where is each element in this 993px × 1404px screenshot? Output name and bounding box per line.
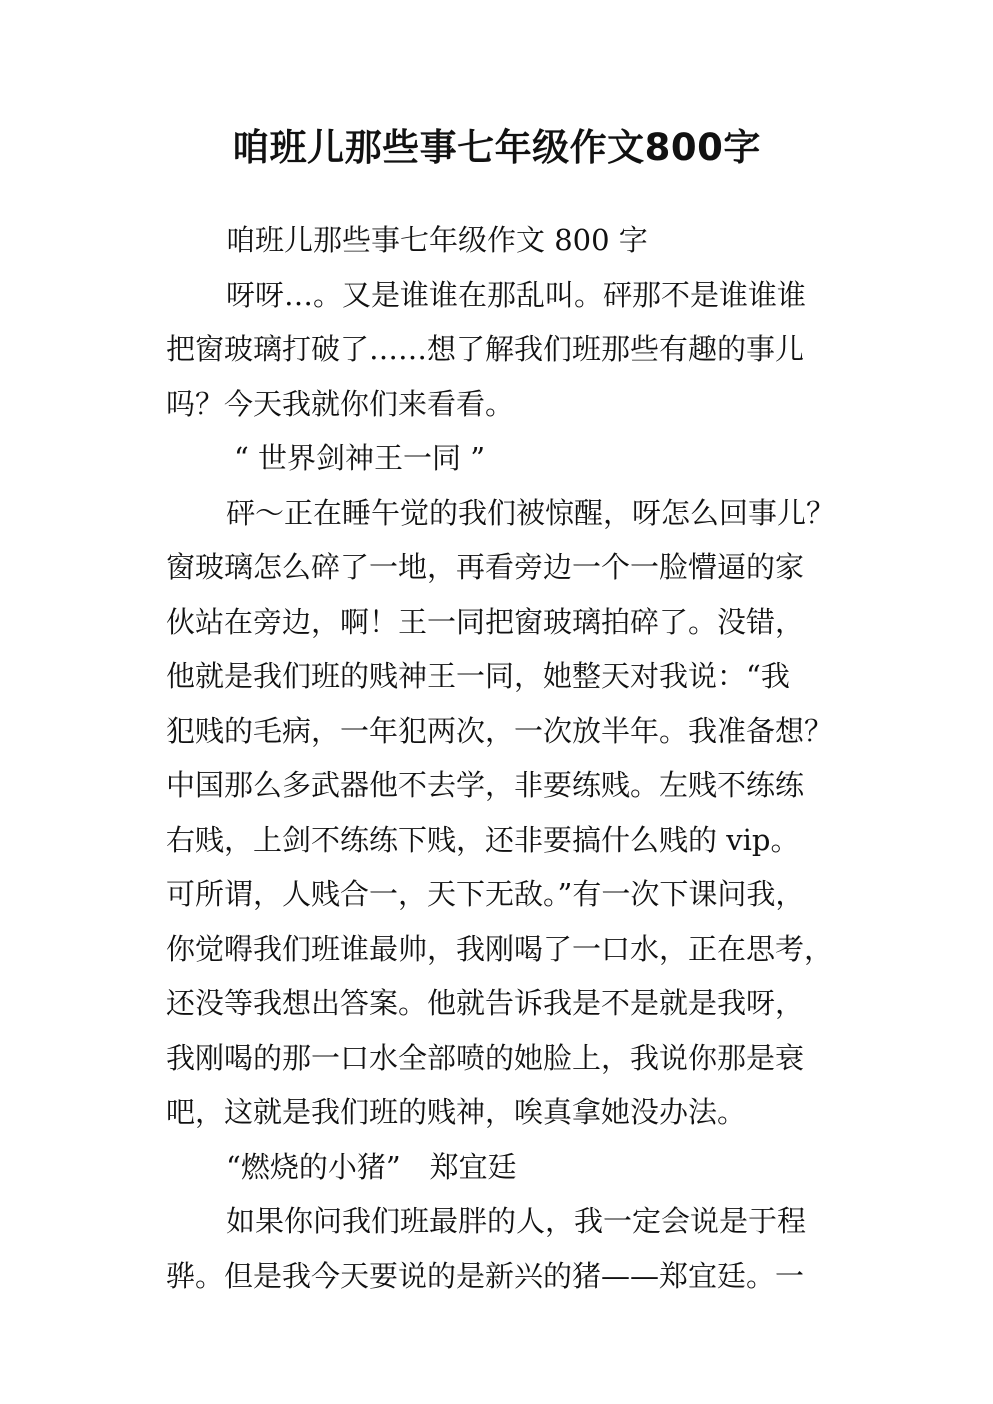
section-subheading: “燃烧的小猪” 郑宜廷 bbox=[226, 1149, 517, 1184]
paragraph-line: 他就是我们班的贱神王一同，她整天对我说：“我 bbox=[166, 659, 790, 693]
paragraph-line: 你觉嘚我们班谁最帅，我刚喝了一口水，正在思考， bbox=[166, 931, 834, 966]
paragraph-line: 中国那么多武器他不去学，非要练贱。左贱不练练 bbox=[166, 768, 805, 802]
page-title: 咱班儿那些事七年级作文800字 bbox=[232, 126, 761, 169]
essay-heading-line: 咱班儿那些事七年级作文 800 字 bbox=[226, 223, 648, 257]
paragraph-line: 我刚喝的那一口水全部喷的她脸上，我说你那是衰 bbox=[166, 1040, 805, 1075]
paragraph-line: 犯贱的毛病，一年犯两次，一次放半年。我准备想？ bbox=[166, 713, 834, 748]
paragraph-line: 窗玻璃怎么碎了一地，再看旁边一个一脸懵逼的家 bbox=[166, 550, 805, 584]
paragraph-line: 吗？今天我就你们来看看。 bbox=[166, 386, 515, 421]
paragraph-line: 伙站在旁边，啊！王一同把窗玻璃拍碎了。没错， bbox=[166, 604, 805, 639]
paragraph-line: 如果你问我们班最胖的人，我一定会说是于程 bbox=[226, 1204, 807, 1238]
paragraph-line: 骅。但是我今天要说的是新兴的猪——郑宜廷。一 bbox=[166, 1258, 805, 1293]
paragraph-line: 可所谓，人贱合一，天下无敌。”有一次下课问我， bbox=[166, 877, 805, 911]
paragraph-line: 右贱，上剑不练练下贱，还非要搞什么贱的 vip。 bbox=[166, 822, 800, 857]
paragraph-line: 吧，这就是我们班的贱神，唉真拿她没办法。 bbox=[166, 1095, 747, 1129]
paragraph-line: 砰～正在睡午觉的我们被惊醒，呀怎么回事儿？ bbox=[226, 495, 836, 530]
paragraph-line: 还没等我想出答案。他就告诉我是不是就是我呀， bbox=[166, 986, 805, 1020]
essay-body bbox=[166, 213, 846, 1303]
paragraph-line: 呀呀…。又是谁谁在那乱叫。砰那不是谁谁谁 bbox=[226, 277, 807, 312]
section-subheading: “ 世界剑神王一同 ” bbox=[234, 441, 486, 475]
paragraph-line: 把窗玻璃打破了……想了解我们班那些有趣的事儿 bbox=[166, 332, 805, 366]
